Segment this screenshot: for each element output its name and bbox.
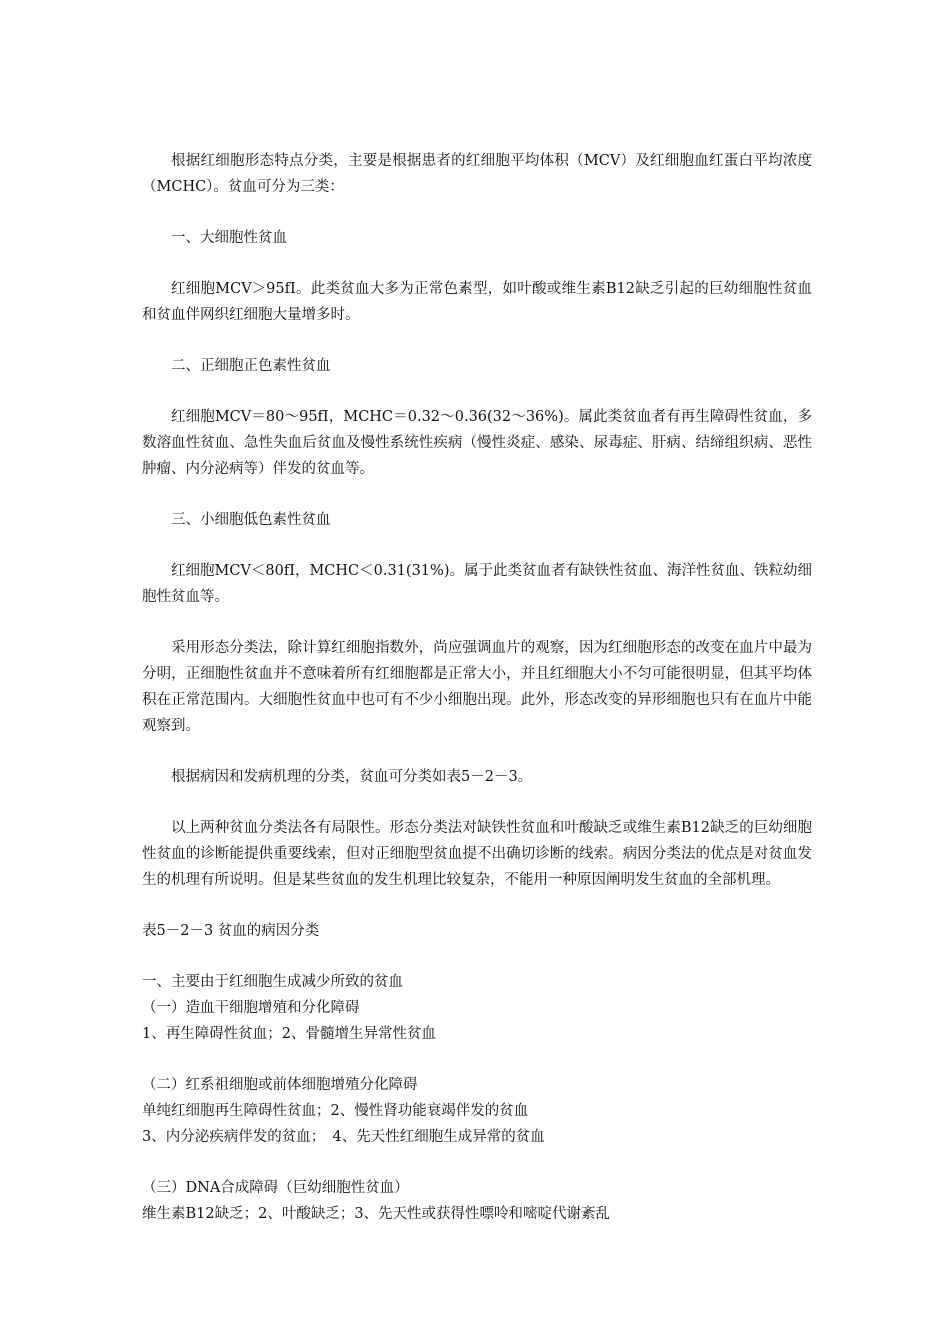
table-line: 一、主要由于红细胞生成减少所致的贫血 [142, 974, 403, 990]
table-title: 表5－2－3 贫血的病因分类 [142, 923, 320, 939]
microcytic-paragraph: 红细胞MCV＜80fI，MCHC＜0.31(31%)。属于此类贫血者有缺铁性贫血、海洋性贫血、铁粒幼细胞性贫血等。 [142, 563, 812, 605]
table-line: （一）造血干细胞增殖和分化障碍 [142, 1000, 360, 1016]
document-body [142, 148, 812, 1227]
section-heading-normocytic: 二、正细胞正色素性贫血 [171, 358, 331, 374]
macrocytic-paragraph: 红细胞MCV＞95fI。此类贫血大多为正常色素型，如叶酸或维生素B12缺乏引起的巨幼细胞性贫血和贫血伴网织红细胞大量增多时。 [142, 281, 812, 323]
table-line: 1、再生障碍性贫血；2、骨髓增生异常性贫血 [142, 1026, 436, 1042]
etiology-intro-paragraph: 根据病因和发病机理的分类，贫血可分类如表5－2－3。 [171, 769, 533, 785]
table-line: 单纯红细胞再生障碍性贫血；2、慢性肾功能衰竭伴发的贫血 [142, 1103, 529, 1119]
normocytic-paragraph: 红细胞MCV＝80～95fI，MCHC＝0.32～0.36(32～36%)。属此类贫血者有再生障碍性贫血，多数溶血性贫血、急性失血后贫血及慢性系统性疾病（慢性炎症、感染、尿毒症、肝病、结缔组织病、恶性肿瘤、内分泌病等）伴发的贫血等。 [142, 409, 812, 477]
section-heading-macrocytic: 一、大细胞性贫血 [171, 230, 287, 246]
section-heading-microcytic: 三、小细胞低色素性贫血 [171, 512, 331, 528]
table-line: 维生素B12缺乏；2、叶酸缺乏；3、先天性或获得性嘌呤和嘧啶代谢紊乱 [142, 1206, 611, 1222]
table-line: 3、内分泌疾病伴发的贫血； 4、先天性红细胞生成异常的贫血 [142, 1129, 545, 1145]
table-line: （三）DNA合成障碍（巨幼细胞性贫血） [142, 1180, 409, 1196]
table-line: （二）红系祖细胞或前体细胞增殖分化障碍 [142, 1077, 418, 1093]
limitations-paragraph: 以上两种贫血分类法各有局限性。形态分类法对缺铁性贫血和叶酸缺乏或维生素B12缺乏的巨幼细胞性贫血的诊断能提供重要线索，但对正细胞型贫血提不出确切诊断的线索。病因分类法的优点是对贫血发生的机理有所说明。但是某些贫血的发生机理比较复杂，不能用一种原因阐明发生贫血的全部机理。 [142, 820, 812, 888]
intro-paragraph: 根据红细胞形态特点分类，主要是根据患者的红细胞平均体积（MCV）及红细胞血红蛋白平均浓度（MCHC）。贫血可分为三类： [142, 153, 812, 195]
morphology-method-paragraph: 采用形态分类法，除计算红细胞指数外，尚应强调血片的观察，因为红细胞形态的改变在血片中最为分明，正细胞性贫血并不意味着所有红细胞都是正常大小，并且红细胞大小不匀可能很明显，但其平均体积在正常范围内。大细胞性贫血中也可有不少小细胞出现。此外，形态改变的异形细胞也只有在血片中能观察到。 [142, 640, 812, 734]
